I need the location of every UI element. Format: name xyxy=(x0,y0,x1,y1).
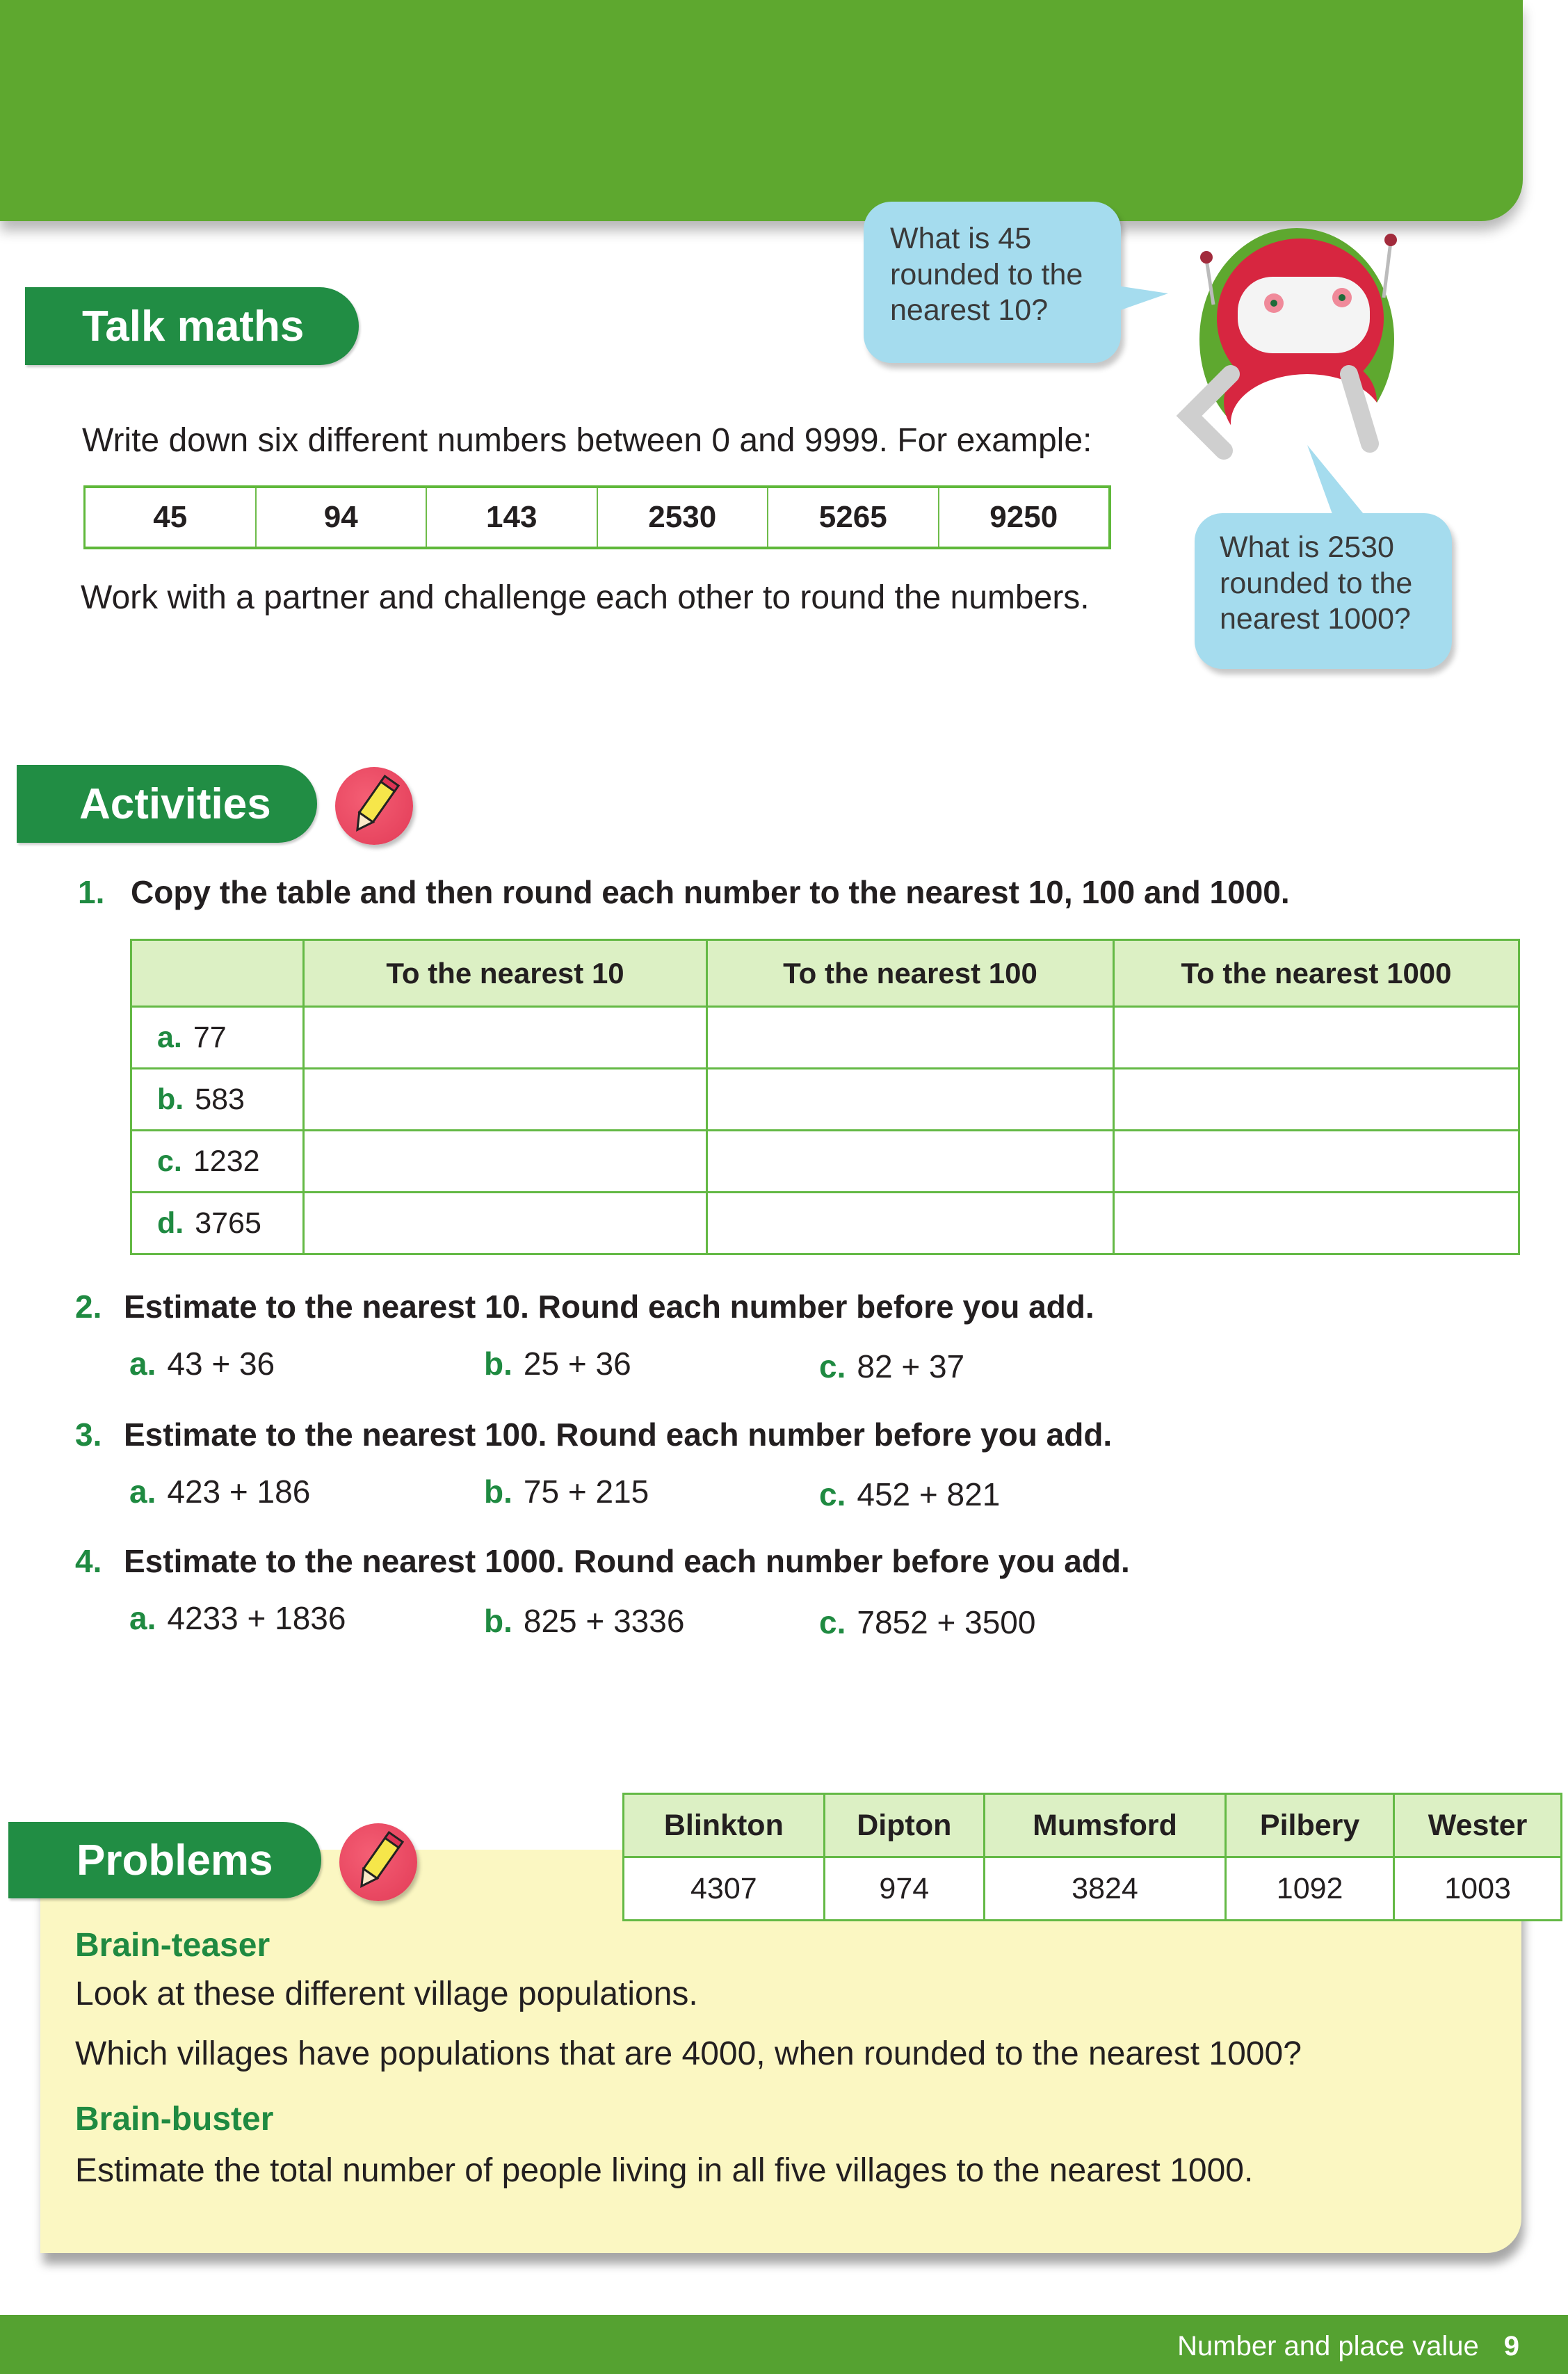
village-name: Mumsford xyxy=(984,1794,1225,1857)
table-row xyxy=(131,1193,1519,1254)
question-number: 2. xyxy=(75,1289,102,1325)
question-3-item-a xyxy=(129,1473,310,1510)
question-3-item-b xyxy=(484,1473,649,1510)
answer-cell xyxy=(1114,1007,1519,1069)
answer-cell xyxy=(304,1193,707,1254)
answer-cell xyxy=(304,1131,707,1193)
row-letter: b. xyxy=(157,1082,184,1116)
row-label xyxy=(131,1193,304,1254)
question-number: 4. xyxy=(75,1543,102,1579)
talk-maths-instruction: Work with a partner and challenge each other to round the numbers. xyxy=(81,579,1090,616)
question-4 xyxy=(75,1542,1130,1580)
bubble-1-line: nearest 10? xyxy=(890,293,1049,328)
question-4-item-b xyxy=(484,1602,684,1640)
bubble-2-line: rounded to the xyxy=(1220,566,1413,600)
footer xyxy=(1177,2331,1519,2362)
answer-cell xyxy=(1114,1193,1519,1254)
row-value: 77 xyxy=(193,1020,227,1054)
question-3 xyxy=(75,1416,1112,1453)
item-letter: c. xyxy=(819,1476,846,1512)
speech-bubble-2 xyxy=(1195,513,1452,669)
brain-teaser-heading: Brain-teaser xyxy=(75,1927,270,1964)
item-letter: b. xyxy=(484,1346,512,1382)
table-row xyxy=(131,1007,1519,1069)
talk-maths-tab xyxy=(25,287,359,365)
page-number: 9 xyxy=(1503,2331,1519,2361)
brain-teaser-line-2: Which villages have populations that are 4000, when rounded to the nearest 1000? xyxy=(75,2035,1302,2072)
village-population-row xyxy=(624,1857,1562,1921)
example-number: 143 xyxy=(427,488,598,547)
example-number: 5265 xyxy=(768,488,939,547)
row-label xyxy=(131,1069,304,1131)
question-number: 1. xyxy=(78,874,105,910)
village-population-table xyxy=(622,1793,1562,1921)
village-population: 3824 xyxy=(984,1857,1225,1921)
brain-teaser-line-1: Look at these different village populations. xyxy=(75,1976,698,2012)
item-expression: 43 + 36 xyxy=(167,1346,275,1382)
item-expression: 452 + 821 xyxy=(857,1476,1001,1512)
talk-maths-intro: Write down six different numbers between 0 and 9999. For example: xyxy=(82,422,1092,459)
question-text: Estimate to the nearest 1000. Round each number before you add. xyxy=(124,1543,1130,1579)
talk-maths-title: Talk maths xyxy=(82,302,305,350)
bubble-1-line: rounded to the xyxy=(890,257,1083,291)
item-letter: a. xyxy=(129,1346,156,1382)
village-header-row xyxy=(624,1794,1562,1857)
row-label xyxy=(131,1131,304,1193)
village-name: Wester xyxy=(1394,1794,1562,1857)
answer-cell xyxy=(707,1069,1114,1131)
village-name: Dipton xyxy=(824,1794,984,1857)
question-2-item-b xyxy=(484,1345,631,1382)
question-text: Copy the table and then round each number to the nearest 10, 100 and 1000. xyxy=(131,874,1290,910)
example-number: 9250 xyxy=(989,500,1058,534)
row-value: 1232 xyxy=(193,1144,260,1178)
example-number: 94 xyxy=(257,488,428,547)
question-4-item-a xyxy=(129,1599,346,1637)
item-letter: c. xyxy=(819,1348,846,1384)
question-number: 3. xyxy=(75,1416,102,1453)
bubble-2-tail xyxy=(1307,445,1370,522)
table-header-blank xyxy=(131,940,304,1007)
question-text: Estimate to the nearest 10. Round each number before you add. xyxy=(124,1289,1094,1325)
robot-mascot xyxy=(1147,221,1439,485)
answer-cell xyxy=(707,1131,1114,1193)
bubble-2-line: What is 2530 xyxy=(1220,531,1394,564)
row-value: 583 xyxy=(195,1082,245,1116)
answer-cell xyxy=(707,1007,1114,1069)
answer-cell xyxy=(304,1069,707,1131)
answer-cell xyxy=(707,1193,1114,1254)
village-population: 4307 xyxy=(624,1857,825,1921)
question-3-item-c xyxy=(819,1476,1000,1513)
item-letter: c. xyxy=(819,1604,846,1640)
table-row xyxy=(131,1069,1519,1131)
activities-tab xyxy=(17,765,317,843)
speech-bubble-1 xyxy=(864,202,1121,363)
row-letter: d. xyxy=(157,1206,184,1240)
village-name: Blinkton xyxy=(624,1794,825,1857)
table-header-row xyxy=(131,940,1519,1007)
item-expression: 7852 + 3500 xyxy=(857,1604,1036,1640)
brain-buster-line-1: Estimate the total number of people living in all five villages to the nearest 1000. xyxy=(75,2152,1254,2189)
row-value: 3765 xyxy=(195,1206,261,1240)
example-number: 45 xyxy=(86,488,257,547)
row-letter: a. xyxy=(157,1020,182,1054)
table-row xyxy=(131,1131,1519,1193)
item-expression: 82 + 37 xyxy=(857,1348,965,1384)
bubble-1-line: What is 45 xyxy=(890,222,1032,255)
item-letter: a. xyxy=(129,1600,156,1636)
question-1 xyxy=(78,873,1290,911)
answer-cell xyxy=(1114,1131,1519,1193)
table-header: To the nearest 10 xyxy=(304,940,707,1007)
village-population: 1092 xyxy=(1226,1857,1394,1921)
village-population: 1003 xyxy=(1394,1857,1562,1921)
item-letter: b. xyxy=(484,1603,512,1639)
row-letter: c. xyxy=(157,1144,182,1178)
question-2-item-a xyxy=(129,1345,275,1382)
item-expression: 25 + 36 xyxy=(523,1346,631,1382)
bubble-2-line: nearest 1000? xyxy=(1220,602,1411,636)
pencil-icon xyxy=(335,767,413,845)
item-letter: b. xyxy=(484,1473,512,1510)
answer-cell xyxy=(1114,1069,1519,1131)
problems-tab xyxy=(8,1822,321,1898)
question-text: Estimate to the nearest 100. Round each number before you add. xyxy=(124,1416,1113,1453)
answer-cell xyxy=(304,1007,707,1069)
question-2 xyxy=(75,1288,1094,1325)
item-expression: 75 + 215 xyxy=(523,1473,649,1510)
item-letter: a. xyxy=(129,1473,156,1510)
robot-icon xyxy=(1147,221,1439,485)
table-header: To the nearest 1000 xyxy=(1114,940,1519,1007)
table-header: To the nearest 100 xyxy=(707,940,1114,1007)
example-numbers-strip xyxy=(83,485,1111,549)
header-band xyxy=(0,0,1523,221)
rounding-table xyxy=(130,939,1520,1255)
item-expression: 423 + 186 xyxy=(167,1473,311,1510)
activities-title: Activities xyxy=(79,780,271,828)
brain-buster-heading: Brain-buster xyxy=(75,2101,274,2138)
item-expression: 825 + 3336 xyxy=(523,1603,685,1639)
pencil-icon xyxy=(339,1823,417,1901)
question-2-item-c xyxy=(819,1348,964,1385)
example-number: 2530 xyxy=(598,488,769,547)
footer-section: Number and place value xyxy=(1177,2331,1479,2361)
problems-title: Problems xyxy=(76,1836,273,1884)
village-population: 974 xyxy=(824,1857,984,1921)
village-name: Pilbery xyxy=(1226,1794,1394,1857)
row-label xyxy=(131,1007,304,1069)
item-expression: 4233 + 1836 xyxy=(167,1600,346,1636)
question-4-item-c xyxy=(819,1604,1035,1641)
